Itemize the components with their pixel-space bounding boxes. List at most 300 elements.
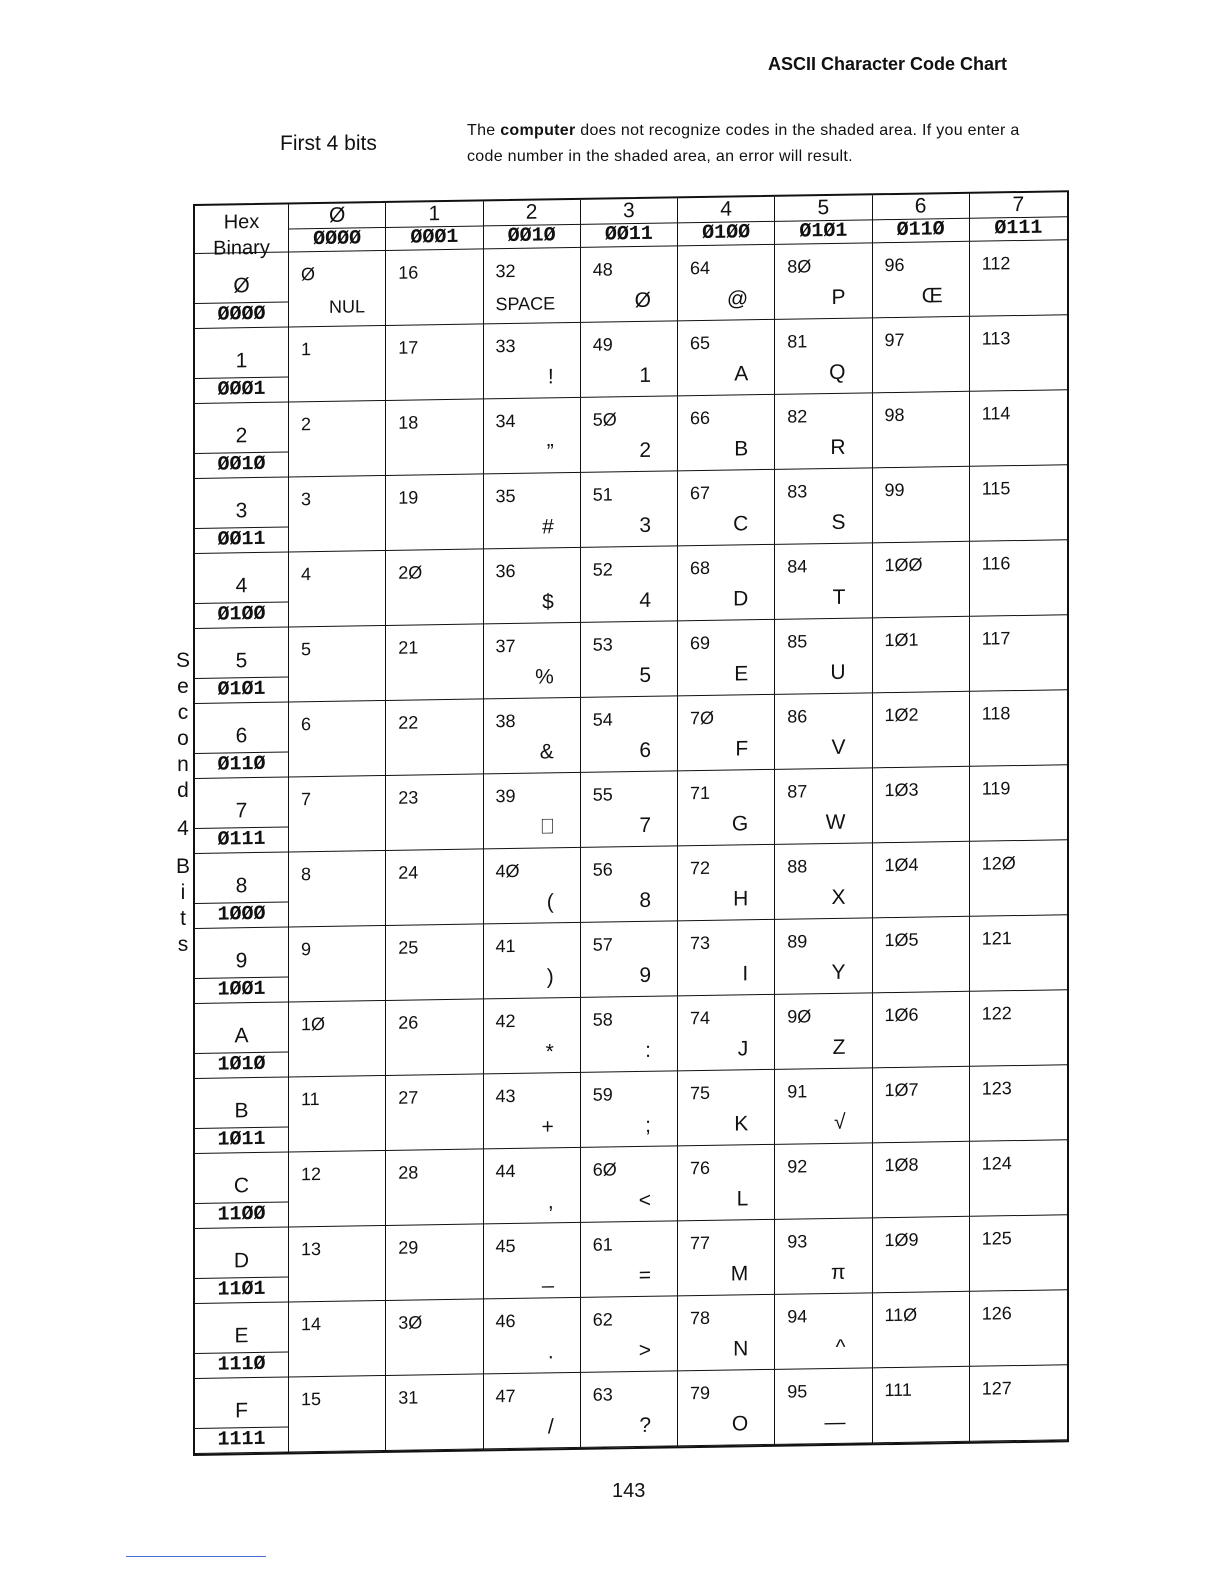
decimal-code: 69 [690,632,711,654]
character: H [733,887,749,911]
row-header [195,1302,289,1378]
decimal-code: 44 [495,1160,516,1182]
decimal-code: 1ØØ [884,554,923,576]
code-cell [678,1295,775,1372]
decimal-code: 3Ø [398,1312,423,1333]
decimal-code: 8Ø [787,256,812,277]
row-binary: 1ØØØ [195,901,288,926]
row-header [195,1002,289,1078]
code-cell [970,915,1067,992]
column-header [873,194,970,244]
decimal-code: 33 [495,335,516,357]
decimal-code: 46 [495,1310,516,1332]
decimal-code: 71 [690,782,711,804]
decimal-code: 88 [787,856,808,877]
code-cell [289,926,386,1003]
column-binary: ØØ1Ø [484,224,580,249]
character: Q [829,360,846,385]
code-cell [289,851,386,928]
code-cell [484,1073,581,1150]
code-cell [581,1071,678,1148]
decimal-code: 94 [787,1306,808,1327]
decimal-code: 2Ø [398,562,423,583]
decimal-code: 117 [981,628,1011,649]
decimal-code: 17 [398,337,419,358]
code-cell [289,1376,386,1453]
column-header [678,197,775,247]
character: ” [546,440,554,464]
decimal-code: 2 [301,414,312,435]
code-cell [484,398,581,475]
code-cell [775,543,872,620]
decimal-code: 21 [398,637,419,658]
row-hex: D [233,1248,250,1273]
decimal-code: 61 [592,1234,613,1255]
code-cell [678,920,775,997]
decimal-code: 5 [301,639,312,660]
code-cell [289,326,386,403]
second-bits-letter: d [177,779,189,802]
character: O [731,1412,749,1436]
code-cell [386,549,483,626]
character: Ø [634,288,651,313]
character: 6 [639,738,651,762]
decimal-code: 54 [592,709,613,730]
decimal-code: 14 [301,1313,322,1335]
character: L [736,1187,749,1211]
character: & [539,740,554,764]
decimal-code: 111 [884,1379,912,1401]
decimal-code: 65 [690,332,711,354]
code-cell [775,1293,872,1370]
column-hex: 4 [720,197,732,221]
code-cell [970,990,1067,1067]
decimal-code: 12Ø [981,853,1016,874]
character: ; [645,1113,651,1137]
decimal-code: 16 [398,262,419,283]
decimal-code: 57 [592,934,613,955]
decimal-code: 31 [398,1387,419,1408]
code-cell [970,540,1067,617]
character: / [547,1415,554,1439]
corner-hex-label: Hex [223,210,260,234]
code-cell [970,240,1067,317]
row-header [195,702,289,778]
decimal-code: 1Ø7 [884,1079,919,1101]
decimal-code: 45 [495,1235,516,1257]
decimal-code: 42 [495,1010,516,1032]
character: F [735,737,749,761]
code-cell [289,776,386,853]
code-cell [873,242,970,319]
decimal-code: 121 [981,928,1012,949]
decimal-code: 81 [787,331,808,352]
character: N [733,1337,749,1361]
code-cell [386,1074,483,1151]
decimal-code: 4 [301,564,312,585]
code-cell [484,1298,581,1375]
decimal-code: 1Ø1 [884,629,919,651]
code-cell [970,1215,1067,1292]
character: SPACE [495,293,556,315]
character: S [831,510,846,534]
second-bits-letter: B [175,855,190,878]
decimal-code: 47 [495,1385,516,1407]
code-cell [678,995,775,1072]
row-header [195,927,289,1003]
code-cell [581,1296,678,1373]
code-cell [484,248,581,325]
code-cell [873,542,970,619]
decimal-code: 36 [495,560,516,582]
row-hex: 9 [235,948,248,973]
code-cell [289,1151,386,1228]
code-cell [775,993,872,1070]
decimal-code: 1Ø3 [884,779,919,801]
code-cell [386,399,483,476]
decimal-code: 97 [884,329,905,351]
row-header [195,1377,289,1453]
code-cell [581,246,678,323]
decimal-code: 95 [787,1381,808,1402]
code-cell [581,1371,678,1448]
code-cell [873,617,970,694]
second-bits-letter: n [177,753,189,776]
decimal-code: 82 [787,406,808,427]
character: Z [832,1035,846,1059]
decimal-code: 91 [787,1081,808,1102]
decimal-code: 79 [690,1382,711,1404]
row-header [195,402,289,478]
note-bold: computer [500,122,576,139]
column-header [581,198,678,248]
decimal-code: 34 [495,410,516,432]
column-hex: 1 [428,202,441,226]
character: 7 [639,813,651,837]
decimal-code: 98 [884,404,905,426]
row-binary: Ø1Ø1 [195,676,288,701]
decimal-code: 8 [301,864,312,885]
code-cell [678,1145,775,1222]
row-hex: 5 [235,648,248,673]
code-cell [581,546,678,623]
code-cell [873,1142,970,1219]
code-cell [484,1223,581,1300]
second-bits-letter: o [177,727,189,750]
decimal-code: 24 [398,862,419,883]
character: 1 [639,363,651,387]
character: T [832,585,846,609]
code-cell [970,615,1067,692]
code-cell [386,924,483,1001]
decimal-code: 68 [690,557,711,579]
code-cell [970,1065,1067,1142]
decimal-code: 15 [301,1388,322,1410]
decimal-code: 1Ø6 [884,1004,919,1026]
decimal-code: 119 [981,778,1011,799]
column-header [970,192,1067,242]
code-cell [775,1218,872,1295]
decimal-code: 26 [398,1012,419,1033]
row-binary: ØØØØ [195,301,288,326]
row-hex: B [234,1098,249,1123]
code-cell [873,767,970,844]
column-binary: Ø111 [970,216,1067,241]
decimal-code: 11Ø [884,1304,918,1326]
code-cell [581,771,678,848]
code-cell [678,470,775,547]
code-cell [386,699,483,776]
row-hex: 1 [235,348,248,373]
code-cell [289,251,386,328]
code-cell [775,693,872,770]
second-bits-letter: S [175,649,190,672]
code-cell [484,923,581,1000]
character: # [542,515,554,539]
decimal-code: 11 [301,1089,320,1110]
code-cell [970,840,1067,917]
decimal-code: 28 [398,1162,419,1183]
character: G [731,812,749,836]
character: U [830,660,846,684]
row-hex: C [233,1173,250,1198]
code-cell [970,765,1067,842]
decimal-code: Ø [301,264,316,285]
decimal-code: 23 [398,787,419,808]
decimal-code: 12 [301,1163,322,1185]
code-cell [775,618,872,695]
decimal-code: 55 [592,784,613,805]
code-cell [970,315,1067,392]
character: @ [726,287,749,311]
decimal-code: 41 [495,935,516,957]
row-header [195,852,289,928]
decimal-code: 83 [787,481,808,502]
character: P [831,285,846,309]
decimal-code: 116 [981,553,1011,574]
row-binary: 11ØØ [195,1201,288,1226]
code-cell [484,1373,581,1450]
character: D [733,587,749,611]
character: ? [639,1413,651,1437]
page-number: 143 [612,1480,646,1502]
character: I [742,962,749,986]
code-cell [484,773,581,850]
character: ( [546,890,554,914]
page-heading: ASCII Character Code Chart [768,54,1008,74]
decimal-code: 29 [398,1237,419,1258]
column-binary: Ø1ØØ [678,221,774,246]
code-cell [581,1221,678,1298]
decimal-code: 92 [787,1156,808,1177]
note-post: does not recognize codes in the shaded area. If you enter a code number in the shaded area, an error will result. [467,122,1020,165]
code-cell [581,471,678,548]
code-cell [873,1292,970,1369]
code-cell [289,401,386,478]
decimal-code: 39 [495,785,516,807]
column-binary: Ø11Ø [873,218,969,243]
decimal-code: 76 [690,1157,711,1179]
character: 3 [639,513,651,537]
code-cell [386,1149,483,1226]
character: 2 [639,438,651,462]
column-binary: ØØ11 [581,222,677,247]
decimal-code: 75 [690,1082,711,1104]
code-cell [873,917,970,994]
code-cell [873,842,970,919]
code-cell [484,473,581,550]
code-cell [678,320,775,397]
decimal-code: 122 [981,1003,1012,1024]
column-hex: 7 [1012,192,1025,217]
decimal-code: 7 [301,789,312,810]
character: % [535,665,554,689]
code-cell [873,992,970,1069]
code-cell [775,318,872,395]
column-binary: ØØØ1 [386,225,482,250]
code-cell [386,999,483,1076]
decimal-code: 56 [592,859,613,880]
character: + [541,1115,554,1139]
code-cell [484,1148,581,1225]
code-cell [873,1367,970,1444]
code-cell [289,476,386,553]
code-cell [484,998,581,1075]
row-header [195,327,289,403]
row-binary: 1Ø11 [195,1126,288,1151]
character: , [547,1190,554,1214]
character: _ [542,1265,554,1289]
row-hex: Ø [233,273,250,298]
row-header [195,1152,289,1228]
row-hex: 3 [235,498,248,523]
character: * [545,1040,554,1064]
character: $ [542,590,554,614]
decimal-code: 73 [690,932,711,954]
code-cell [970,1365,1067,1442]
decimal-code: 1Ø5 [884,929,919,951]
code-cell [873,1067,970,1144]
row-binary: 1111 [195,1426,288,1451]
character: — [824,1410,846,1435]
row-binary: Ø1ØØ [195,601,288,626]
decimal-code: 1 [301,339,312,360]
row-header [195,777,289,853]
decimal-code: 49 [592,334,613,355]
code-cell [873,317,970,394]
character: V [831,735,846,759]
decimal-code: 126 [981,1303,1012,1324]
code-cell [970,690,1067,767]
column-binary: ØØØØ [289,227,385,252]
row-binary: Ø111 [195,826,288,851]
code-cell [873,1217,970,1294]
code-cell [289,1301,386,1378]
decimal-code: 9Ø [787,1006,812,1027]
decimal-code: 22 [398,712,419,733]
code-cell [678,245,775,322]
code-cell [970,1290,1067,1367]
decimal-code: 78 [690,1307,711,1329]
decimal-code: 67 [690,482,711,504]
row-binary: 1ØØ1 [195,976,288,1001]
character: π [831,1260,846,1284]
character: √ [833,1110,846,1134]
code-cell [775,1368,872,1445]
character: E [734,662,749,686]
code-cell [873,692,970,769]
code-cell [873,392,970,469]
decimal-code: 43 [495,1085,516,1107]
row-hex: E [234,1323,249,1348]
code-cell [386,624,483,701]
character: NUL [329,296,366,317]
code-cell [775,243,872,320]
decimal-code: 59 [592,1084,613,1105]
code-cell [970,465,1067,542]
character: < [638,1188,651,1212]
corner-binary-label: Binary [213,236,270,260]
code-cell [289,1076,386,1153]
second-bits-letter: s [177,933,189,956]
code-cell [386,849,483,926]
decimal-code: 64 [690,257,711,279]
decimal-code: 89 [787,931,808,952]
code-cell [289,626,386,703]
code-cell [678,845,775,922]
character: C [733,512,749,536]
second-bits-letter: c [177,701,189,724]
decimal-code: 127 [981,1378,1012,1399]
code-cell [289,701,386,778]
decimal-code: 53 [592,634,613,655]
character: X [831,885,846,909]
column-header [386,201,483,251]
code-cell [386,774,483,851]
column-header [484,200,581,250]
decimal-code: 27 [398,1087,419,1108]
decimal-code: 1Ø [301,1013,326,1035]
decimal-code: 86 [787,706,808,727]
decimal-code: 58 [592,1009,613,1030]
code-cell [386,474,483,551]
decimal-code: 123 [981,1078,1012,1099]
character: Œ [921,284,943,308]
character: ⎕ [541,815,554,839]
decimal-code: 52 [592,559,613,580]
decimal-code: 115 [981,478,1011,499]
column-hex: Ø [328,203,346,227]
code-cell [775,468,872,545]
code-cell [289,1226,386,1303]
row-binary: 1Ø1Ø [195,1051,288,1076]
character: : [645,1038,651,1062]
code-cell [775,1068,872,1145]
row-hex: 4 [235,573,248,598]
code-cell [386,1374,483,1451]
column-hex: 2 [525,200,538,224]
code-cell [970,390,1067,467]
row-header [195,252,289,328]
decimal-code: 1Ø2 [884,704,919,726]
row-header [195,1077,289,1153]
decimal-code: 84 [787,556,808,577]
decimal-code: 38 [495,710,516,732]
second-bits-letter: e [177,675,189,698]
footer-rule [126,1556,266,1557]
column-hex: 6 [914,194,927,218]
decimal-code: 113 [981,328,1011,349]
